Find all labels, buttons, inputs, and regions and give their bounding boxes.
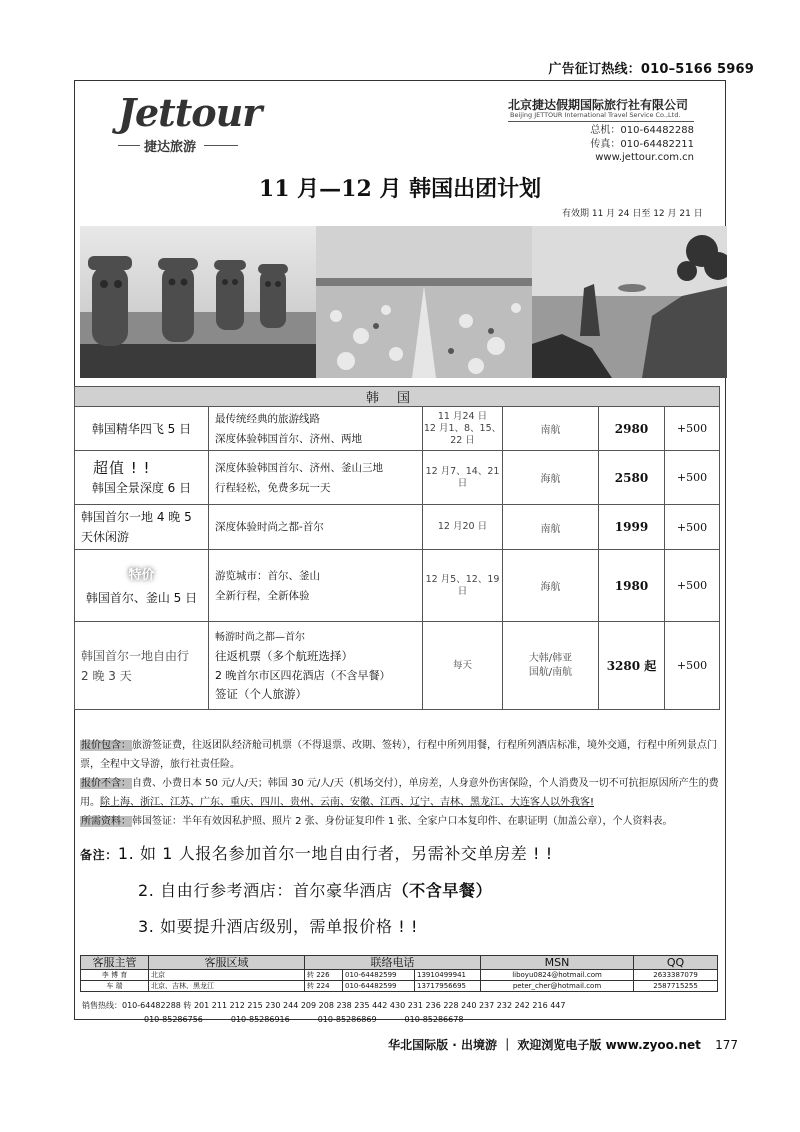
- remark-line-3: 3. 如要提升酒店级别，需单报价格 ! !: [138, 917, 418, 936]
- tour-dates: 12 月20 日: [423, 505, 503, 550]
- tour-name: 韩国精华四飞 5 日: [75, 407, 209, 451]
- tour-surcharge: +500: [665, 407, 720, 451]
- tour-name: 韩国首尔一地 4 晚 5 天休闲游: [75, 505, 209, 550]
- tour-name: 超值 ! ! 韩国全景深度 6 日: [75, 451, 209, 505]
- website: www.jettour.com.cn: [595, 152, 694, 163]
- company-name: 北京捷达假期国际旅行社有限公司: [508, 98, 689, 112]
- tour-features: 深度体验韩国首尔、济州、釜山三地 行程轻松，免费多玩一天: [209, 451, 423, 505]
- special-price-badge: 特价: [128, 567, 155, 583]
- tour-surcharge: +500: [665, 505, 720, 550]
- hq-phone: 总机：010-64482288: [590, 125, 694, 136]
- remark-line-1: 备注：1. 如 1 人报名参加首尔一地自由行者，另需补交单房差 ! !: [80, 844, 553, 863]
- value-badge: 超值 ! !: [93, 458, 151, 477]
- table-row: 李 博 育 北京 转 226 010-64482599 13910499941 liboyu0824@hotmail.com 2633387079: [81, 970, 718, 981]
- validity-period: 有效期 11 月 24 日至 12 月 21 日: [562, 209, 703, 219]
- logo-divider-right: [204, 145, 238, 146]
- company-contacts: [580, 124, 694, 165]
- photo-canola-field: [316, 226, 532, 378]
- sales-hotline-line-1: 销售热线：010-64482288 转 201 211 212 215 230 244 209 208 238 235 442 430 231 236 228 240 237 232 242 216 447: [82, 1001, 566, 1010]
- tour-dates: 12 月7、14、21 日: [423, 451, 503, 505]
- tour-features: 深度体验时尚之都-首尔: [209, 505, 423, 550]
- tour-price: 1980: [599, 550, 665, 622]
- tour-name: 特价 韩国首尔、釜山 5 日: [75, 550, 209, 622]
- tour-features: 最传统经典的旅游线路 深度体验韩国首尔、济州、两地: [209, 407, 423, 451]
- tour-airline: 海航: [503, 550, 599, 622]
- tour-airline: 南航: [503, 407, 599, 451]
- customer-service-table: [80, 955, 718, 992]
- fax: 传真：010-64482211: [590, 138, 694, 150]
- tour-price: 1999: [599, 505, 665, 550]
- table-row: [75, 451, 720, 505]
- tour-dates: 12 月5、12、19 日: [423, 550, 503, 622]
- tour-airline: 南航: [503, 505, 599, 550]
- tour-dates: 11 月24 日 12 月1、8、15、 22 日: [423, 407, 503, 451]
- col-header-qq: QQ: [634, 956, 718, 970]
- tour-features: 游览城市：首尔、釜山 全新行程，全新体验: [209, 550, 423, 622]
- col-header-supervisor: 客服主管: [81, 956, 149, 970]
- tour-surcharge: +500: [665, 550, 720, 622]
- table-row: [75, 622, 720, 710]
- tour-price: 2580: [599, 451, 665, 505]
- logo-divider-left: [118, 145, 140, 146]
- col-header-region: 客服区域: [149, 956, 305, 970]
- tour-price: 3280 起: [599, 622, 665, 710]
- footer-text: 华北国际版 · 出境游 ｜ 欢迎浏览电子版 www.zyoo.net: [388, 1038, 701, 1052]
- tour-name: 韩国首尔一地自由行 2 晚 3 天: [75, 622, 209, 710]
- table-row: 车 瑞 北京、吉林、黑龙江 转 224 010-64482599 13717956695 peter_cher@hotmail.com 2587715255: [81, 981, 718, 992]
- page-title: 11 月—12 月 韩国出团计划: [258, 176, 542, 202]
- jettour-logo: Jettour: [118, 90, 262, 135]
- remarks: [80, 836, 740, 945]
- price-excludes: 报价不含：自费、小费日本 50 元/人/天；韩国 30 元/人/天（机场交付），单房差，人身意外伤害保险，个人消费及一切不可抗拒原因所产生的费用。除上海、浙江、江苏、广东、重庆、四川、贵州、云南、安徽、江西、辽宁、吉林、黑龙江、大连客人以外我客!: [80, 778, 719, 808]
- tour-schedule-table: [74, 386, 720, 710]
- table-header-korea: 韩国: [75, 387, 720, 407]
- page-number: 177: [715, 1038, 738, 1052]
- photo-stone-statues: [80, 226, 316, 378]
- tour-surcharge: +500: [665, 451, 720, 505]
- tour-airline: 大韩/韩亚 国航/南航: [503, 622, 599, 710]
- logo-subtitle: 捷达旅游: [144, 140, 197, 155]
- company-divider: [508, 121, 694, 122]
- tour-surcharge: +500: [665, 622, 720, 710]
- col-header-phone: 联络电话: [305, 956, 481, 970]
- ad-hotline: 广告征订热线：010–5166 5969: [548, 62, 754, 77]
- col-header-msn: MSN: [481, 956, 634, 970]
- tour-price: 2980: [599, 407, 665, 451]
- price-notes: [80, 736, 728, 831]
- tour-airline: 海航: [503, 451, 599, 505]
- remark-line-2: 2. 自由行参考酒店：首尔豪华酒店（不含早餐）: [138, 881, 493, 900]
- table-row: [75, 505, 720, 550]
- company-name-en: Beijing JETTOUR International Travel Service Co.,Ltd.: [510, 111, 681, 119]
- price-includes: 报价包含：旅游签证费，往返团队经济舱司机票（不得退票、改期、签转），行程中所列用餐，行程所列酒店标准，境外交通，行程中所列景点门票，全程中文导游，旅行社责任险。: [80, 740, 717, 770]
- photo-coastal-rock: [532, 226, 727, 378]
- tour-dates: 每天: [423, 622, 503, 710]
- tour-features: 畅游时尚之都—首尔 往返机票（多个航班选择） 2 晚首尔市区四花酒店（不含早餐） 签证（个人旅游）: [209, 622, 423, 710]
- table-row: [75, 407, 720, 451]
- required-documents: 所需资料：韩国签证：半年有效因私护照、照片 2 张、身份证复印件 1 张、全家户口本复印件、在职证明（加盖公章），个人资料表。: [81, 816, 673, 827]
- sales-hotline-line-2: 010-85286756 010-85286916 010-85286869 010-85286678: [144, 1015, 464, 1024]
- table-row: [75, 550, 720, 622]
- sales-hotline: [82, 999, 565, 1027]
- page-footer: [388, 1036, 738, 1053]
